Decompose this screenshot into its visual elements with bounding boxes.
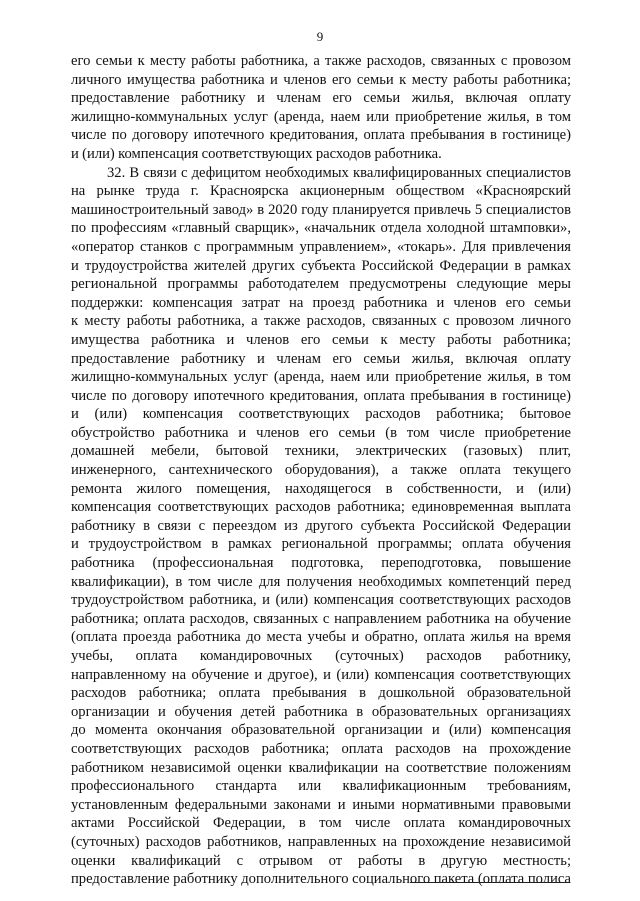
text-line: домашней мебели, бытовой техники, электрических (газовых) плит,: [71, 443, 571, 460]
text-line: имущества работника и членов его семьи к месту работы работника;: [71, 331, 571, 348]
text-line: работнику в связи с переездом из другого субъекта Российской Федерации: [71, 517, 571, 534]
text-line: и трудоустройством в рамках региональной программы; оплата обучения: [71, 536, 571, 553]
text-line: предоставление работнику дополнительного социального пакета (оплата полиса: [71, 871, 571, 888]
text-line: обустройство работника и членов его семьи (в том числе приобретение: [71, 424, 571, 441]
text-line: 32. В связи с дефицитом необходимых квалифицированных специалистов: [107, 164, 571, 181]
paragraph-32: [71, 164, 571, 889]
text-line: к месту работы работника, а также расходов, связанных с провозом личного: [71, 313, 571, 330]
text-line: (оплата проезда работника до места учебы и обратно, оплата жилья на время: [71, 629, 571, 646]
text-line: профессионального стандарта или квалификационным требованиям,: [71, 778, 571, 795]
text-line: компенсация соответствующих расходов работника; единовременная выплата: [71, 499, 571, 516]
page-number: 9: [316, 29, 324, 44]
text-line: квалификации), в том числе для получения необходимых компетенций перед: [71, 573, 571, 590]
text-line: и (или) компенсация соответствующих расходов работника; бытовое: [71, 406, 571, 423]
footnote-divider: [410, 882, 570, 883]
text-line: актами Российской Федерации, в том числе оплата командировочных: [71, 815, 571, 832]
paragraph-continuation: [71, 52, 571, 164]
text-line: и трудоустройства жителей других субъекта Российской Федерации в рамках: [71, 257, 571, 274]
text-line: и (или) компенсация соответствующих расходов работника.: [71, 145, 442, 162]
text-line: предоставление работнику и членам его семьи жилья, включая оплату: [71, 350, 571, 367]
text-line: жилищно-коммунальных услуг (аренда, наем или приобретение жилья, в том: [71, 369, 571, 386]
text-line: до момента окончания образовательной организации и (или) компенсация: [71, 722, 571, 739]
text-line: числе по договору ипотечного кредитования, оплата пребывания в гостинице): [71, 387, 571, 404]
text-line: работника (профессиональная подготовка, переподготовка, повышение: [71, 555, 571, 572]
text-line: личного имущества работника и членов его семьи к месту работы работника;: [71, 71, 571, 88]
text-line: работника; оплата расходов, связанных с направлением работника на обучение: [71, 610, 571, 627]
text-line: соответствующих расходов работника; оплата расходов на прохождение: [71, 740, 571, 757]
document-body: [71, 52, 571, 889]
text-line: машиностроительный завод» в 2020 году планируется привлечь 5 специалистов: [71, 201, 571, 218]
text-line: по профессиям «главный сварщик», «начальник отдела холодной штамповки»,: [71, 220, 571, 237]
text-line: региональной программы работодателем предусмотрены следующие меры: [71, 276, 571, 293]
text-line: направленному на обучение и другое), и (или) компенсация соответствующих: [71, 666, 571, 683]
text-line: поддержки: компенсация затрат на проезд работника и членов его семьи: [71, 294, 571, 311]
text-line: на рынке труда г. Красноярска акционерным обществом «Красноярский: [71, 183, 571, 200]
text-line: «оператор станков с программным управлением», «токарь». Для привлечения: [71, 238, 571, 255]
text-line: учебы, оплата командировочных (суточных) расходов работнику,: [71, 648, 571, 664]
text-line: (суточных) расходов работников, направленных на прохождение независимой: [71, 833, 571, 850]
text-line: числе по договору ипотечного кредитования, оплата пребывания в гостинице): [71, 127, 571, 144]
text-line: работником независимой оценки квалификации на соответствие положениям: [71, 759, 571, 776]
text-line: его семьи к месту работы работника, а также расходов, связанных с провозом: [71, 53, 571, 69]
text-line: установленным федеральными законами и иными нормативными правовыми: [71, 796, 571, 813]
text-line: жилищно-коммунальных услуг (аренда, наем или приобретение жилья, в том: [71, 108, 571, 125]
text-line: организации и обучения детей работника в образовательных организациях: [71, 703, 571, 720]
text-line: предоставление работнику и членам его семьи жилья, включая оплату: [71, 90, 571, 107]
text-line: оценки квалификаций с отрывом от работы в другую местность;: [71, 852, 571, 869]
text-line: расходов работника; оплата пребывания в дошкольной образовательной: [71, 685, 571, 702]
text-line: инженерного, сантехнического оборудования), а также оплата текущего: [71, 462, 571, 479]
text-line: трудоустройством работника, и (или) компенсация соответствующих расходов: [71, 592, 571, 609]
text-line: ремонта жилого помещения, находящегося в собственности, и (или): [71, 480, 571, 497]
